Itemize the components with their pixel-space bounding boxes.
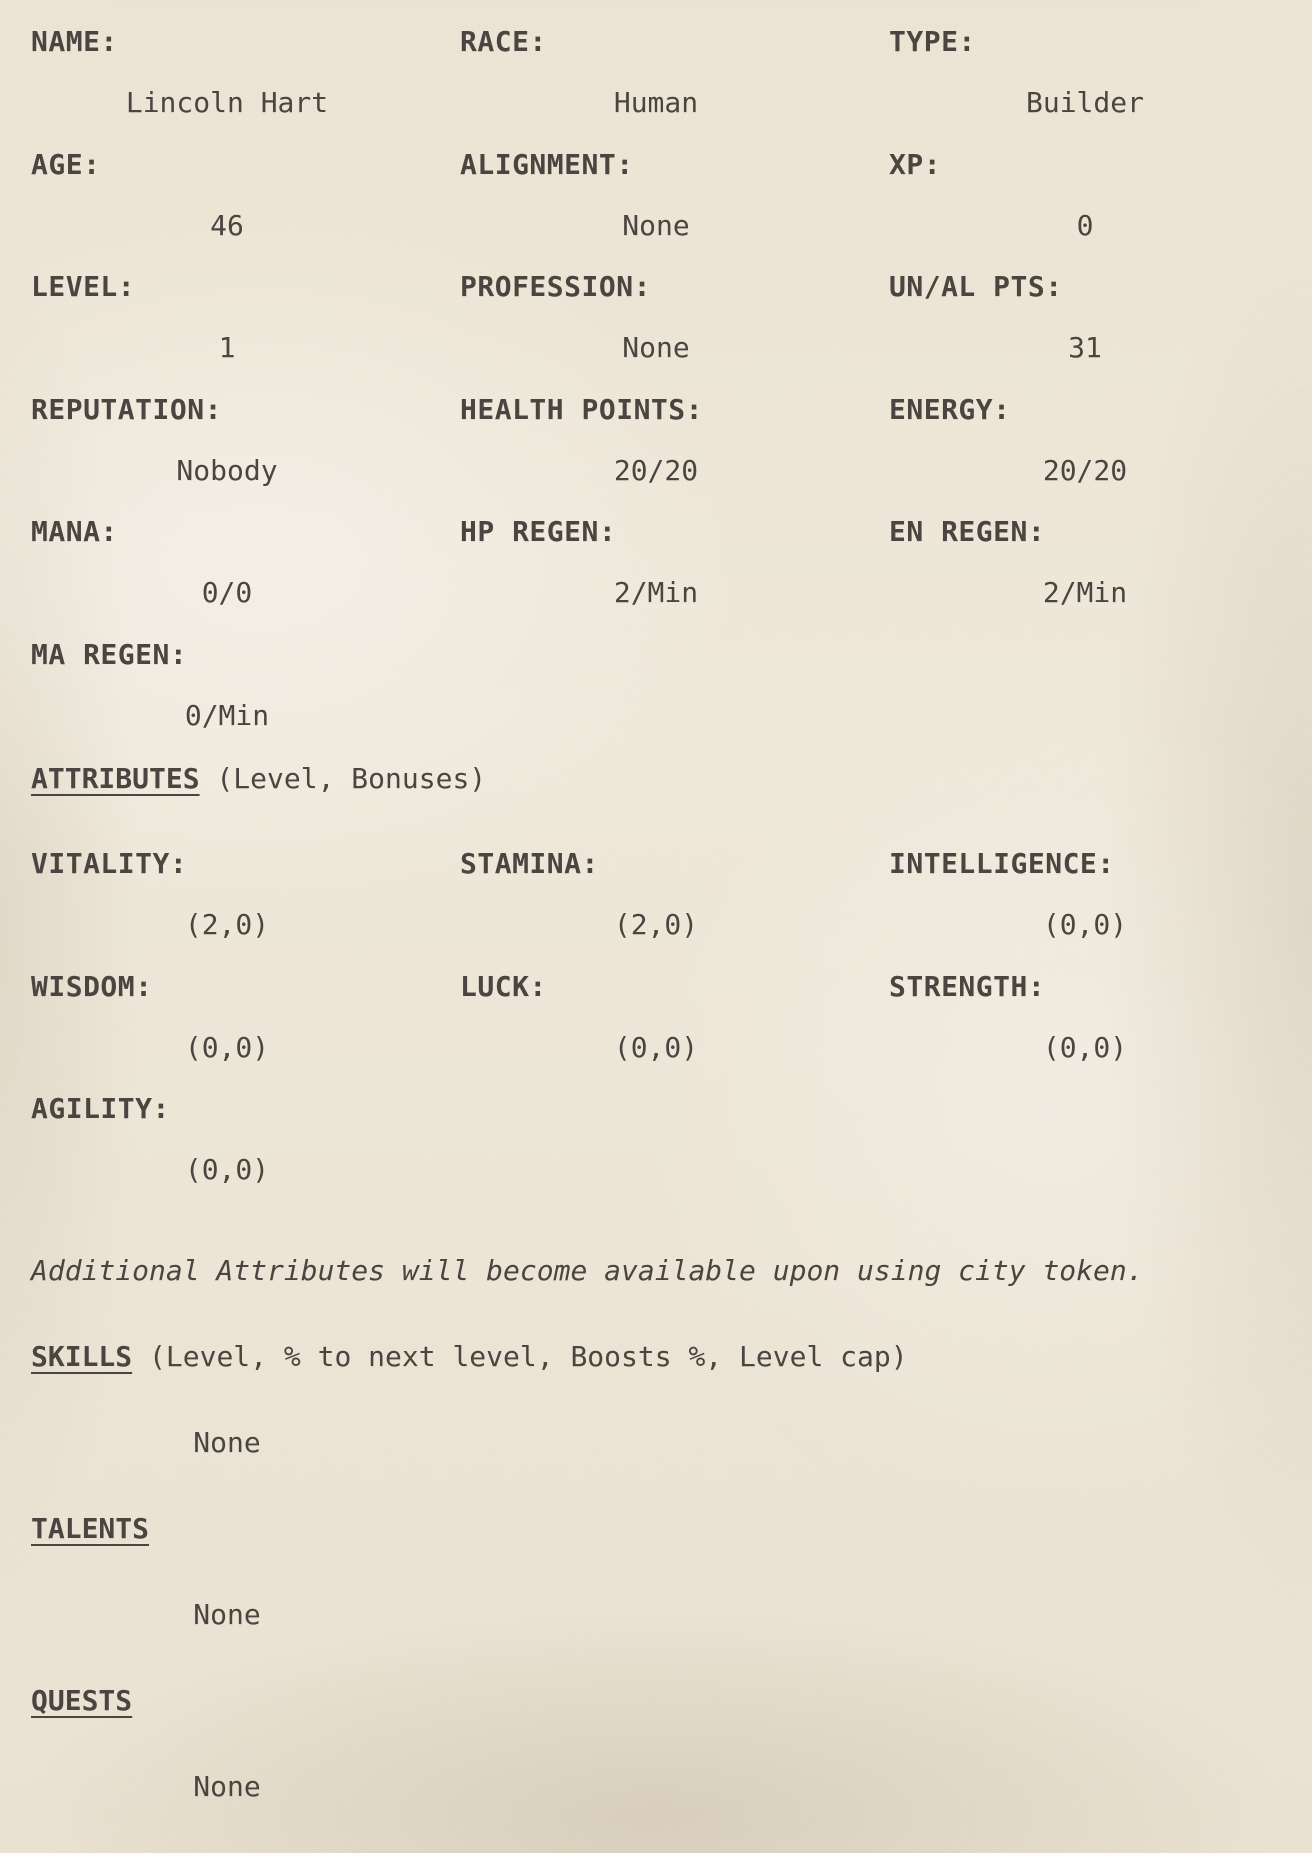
attr-stamina <box>460 844 889 967</box>
attr-label: STRENGTH: <box>889 969 1046 1003</box>
stats-row <box>31 390 1291 513</box>
stat-age <box>31 145 460 268</box>
stat-reputation <box>31 390 460 513</box>
stats-row <box>31 145 1291 268</box>
stats-row <box>31 22 1291 145</box>
attributes-row <box>31 967 1291 1090</box>
stat-type <box>889 22 1312 145</box>
stat-mana <box>31 512 460 635</box>
stat-label: UN/AL PTS: <box>889 270 1063 303</box>
attr-value: (0,0) <box>184 1153 270 1186</box>
attr-label: AGILITY: <box>31 1092 170 1125</box>
stat-label: ENERGY: <box>889 392 1011 426</box>
talents-heading <box>31 1509 149 1549</box>
quests-value: None <box>193 1770 261 1803</box>
stat-label: NAME: <box>31 25 118 58</box>
stats-row <box>31 635 1291 758</box>
stat-en-regen <box>889 512 1312 635</box>
stat-value: 2/Min <box>1042 576 1128 609</box>
attributes-heading <box>31 759 486 799</box>
stat-value: Human <box>613 86 699 119</box>
stat-value: 0 <box>1076 208 1094 242</box>
attr-value: (2,0) <box>184 908 270 941</box>
attributes-note: Additional Attributes will become available upon using city token. <box>31 1254 1144 1287</box>
stat-label: XP: <box>889 147 942 181</box>
stat-label: PROFESSION: <box>460 270 651 303</box>
stat-label: TYPE: <box>889 25 976 58</box>
stat-label: HP REGEN: <box>460 515 617 548</box>
stat-value: 1 <box>218 331 236 364</box>
talents-title: TALENTS <box>31 1512 150 1545</box>
stat-alignment <box>460 145 889 268</box>
attributes-row <box>31 844 1291 967</box>
attr-vitality <box>31 844 460 967</box>
stats-grid <box>31 22 1291 757</box>
stat-label: HEALTH POINTS: <box>460 392 704 426</box>
stat-label: MA REGEN: <box>31 637 188 671</box>
attr-value: (0,0) <box>1042 908 1128 941</box>
skills-heading <box>31 1337 908 1377</box>
stat-name <box>31 22 460 145</box>
stat-value: None <box>622 208 690 242</box>
attributes-row <box>31 1089 1291 1212</box>
stat-profession <box>460 267 889 390</box>
attr-label: INTELLIGENCE: <box>889 847 1115 880</box>
stat-health-points <box>460 390 889 513</box>
stat-value: 0/0 <box>201 576 253 609</box>
attr-wisdom <box>31 967 460 1090</box>
stat-unallocated-points <box>889 267 1312 390</box>
attr-value: (0,0) <box>1042 1030 1128 1064</box>
attr-strength <box>889 967 1312 1090</box>
attr-agility <box>31 1089 460 1212</box>
stat-label: EN REGEN: <box>889 515 1046 548</box>
stat-value: 20/20 <box>1042 453 1128 487</box>
stat-label: RACE: <box>460 25 547 58</box>
stat-value: 2/Min <box>613 576 699 609</box>
stat-value: 31 <box>1068 331 1102 364</box>
stat-label: MANA: <box>31 515 118 548</box>
stat-ma-regen <box>31 635 460 758</box>
stat-race <box>460 22 889 145</box>
quests-heading <box>31 1681 132 1721</box>
skills-title: SKILLS <box>31 1340 133 1373</box>
attributes-grid <box>31 844 1291 1212</box>
attr-value: (0,0) <box>613 1030 699 1064</box>
stats-row <box>31 512 1291 635</box>
stat-label: AGE: <box>31 147 101 181</box>
stat-value: 46 <box>210 208 244 242</box>
stat-xp <box>889 145 1312 268</box>
attr-intelligence <box>889 844 1312 967</box>
attr-value: (2,0) <box>613 908 699 941</box>
stat-value: None <box>622 331 690 364</box>
attributes-subtitle: (Level, Bonuses) <box>199 762 487 795</box>
attr-label: WISDOM: <box>31 969 153 1003</box>
attr-label: VITALITY: <box>31 847 188 880</box>
stat-value: Nobody <box>176 453 278 487</box>
attr-label: LUCK: <box>460 969 547 1003</box>
stat-label: REPUTATION: <box>31 392 222 426</box>
stat-value: 20/20 <box>613 453 699 487</box>
attr-luck <box>460 967 889 1090</box>
stat-energy <box>889 390 1312 513</box>
quests-title: QUESTS <box>31 1684 133 1717</box>
attr-value: (0,0) <box>184 1030 270 1064</box>
stat-value: Lincoln Hart <box>125 86 329 119</box>
attr-label: STAMINA: <box>460 847 599 880</box>
stat-hp-regen <box>460 512 889 635</box>
stats-row <box>31 267 1291 390</box>
stat-value: 0/Min <box>184 698 270 732</box>
stat-level <box>31 267 460 390</box>
stat-value: Builder <box>1025 86 1144 119</box>
talents-value: None <box>193 1598 261 1631</box>
skills-value: None <box>193 1426 261 1459</box>
stat-label: ALIGNMENT: <box>460 147 634 181</box>
skills-subtitle: (Level, % to next level, Boosts %, Level cap) <box>132 1340 908 1373</box>
attributes-title: ATTRIBUTES <box>31 762 200 795</box>
stat-label: LEVEL: <box>31 270 136 303</box>
